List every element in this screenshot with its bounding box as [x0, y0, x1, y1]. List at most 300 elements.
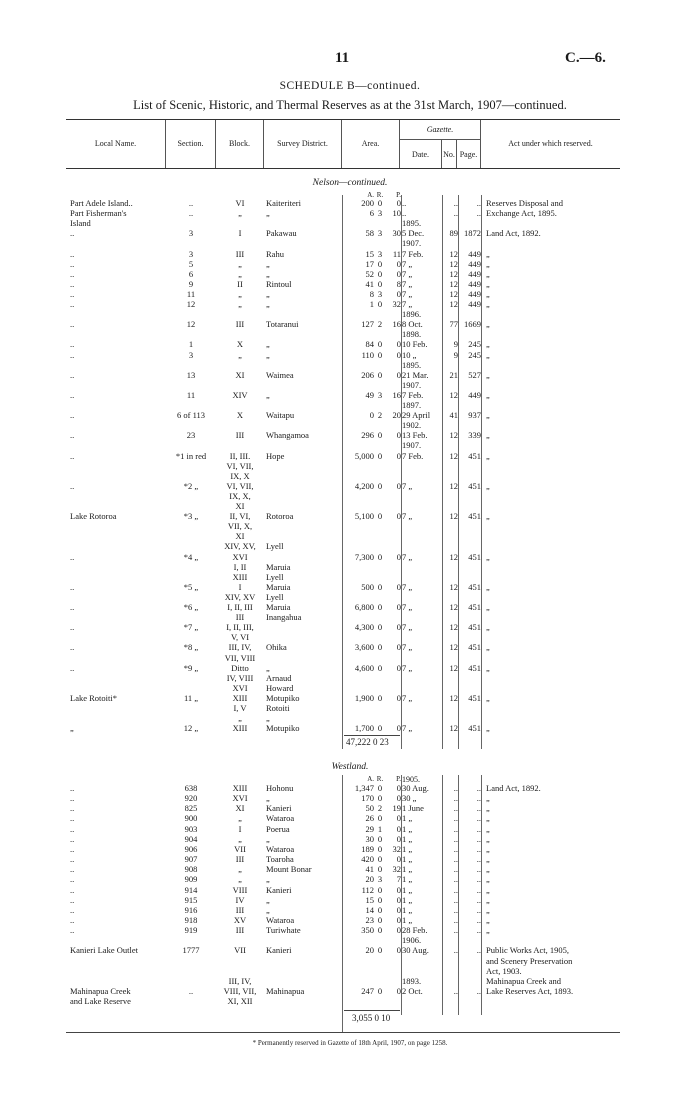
- block-cell: III: [235, 904, 245, 915]
- gazette-no-cell: ..: [453, 894, 458, 905]
- acres-cell: 189: [361, 843, 374, 854]
- perches-cell: 0: [396, 662, 401, 673]
- local-name-cell: ..: [70, 349, 75, 360]
- page-cell: 451: [468, 662, 481, 673]
- gazette-no-cell: ..: [453, 884, 458, 895]
- district-cell: Lyell: [266, 571, 284, 582]
- block-cell: I, V: [233, 703, 247, 713]
- district-cell: Rotoroa: [266, 511, 294, 522]
- date-cell: 30 „: [402, 793, 417, 804]
- local-name-cell: ..: [70, 803, 75, 814]
- gazette-no-cell: 12: [449, 551, 458, 562]
- westland-total: 3,055 0 10: [352, 1013, 391, 1023]
- section-title-westland: Westland.: [331, 762, 369, 772]
- acres-cell: 41: [365, 278, 374, 289]
- roods-cell: 0: [377, 480, 383, 491]
- block-cell: XIII: [232, 571, 248, 582]
- page-cell: ..: [476, 874, 481, 885]
- perches-cell: 0: [396, 692, 401, 703]
- section-cell: 3: [188, 228, 194, 239]
- section-cell: 920: [184, 793, 198, 804]
- gazette-no-cell: 12: [449, 723, 458, 734]
- act-cell: and Scenery Preservation: [486, 955, 573, 966]
- act-cell: Exchange Act, 1895.: [486, 208, 557, 219]
- local-name-cell: ..: [70, 389, 75, 400]
- year-label: 1905.: [402, 775, 420, 784]
- block-cell: XIV, XV,: [224, 541, 256, 552]
- district-cell: Waitapu: [266, 410, 295, 421]
- gazette-no-cell: ..: [453, 833, 458, 844]
- district-cell: Kanieri: [266, 803, 292, 814]
- date-cell: 1902.: [402, 420, 422, 431]
- gazette-no-cell: ..: [453, 198, 458, 208]
- date-cell: 7 „: [402, 622, 413, 633]
- local-name-cell: ..: [70, 278, 75, 289]
- local-name-cell: Island: [70, 218, 91, 229]
- act-cell: „: [486, 723, 490, 734]
- local-name-cell: ..: [70, 369, 75, 380]
- block-cell: I, II, III,: [226, 622, 254, 633]
- date-cell: 7 „: [402, 723, 413, 734]
- block-cell: II, VI,: [229, 511, 251, 522]
- district-cell: Pakawau: [266, 228, 297, 239]
- block-cell: III: [235, 854, 245, 865]
- schedule-title: SCHEDULE B—continued.: [279, 80, 421, 92]
- acres-cell: 29: [365, 823, 374, 834]
- block-cell: Ditto: [231, 662, 249, 673]
- section-cell: 638: [184, 783, 198, 793]
- district-cell: Motupiko: [266, 692, 300, 703]
- table-row: [0, 996, 700, 1007]
- block-cell: I, II, III: [227, 602, 253, 612]
- roods-cell: 0: [377, 662, 383, 673]
- section-cell: 12: [186, 299, 196, 309]
- district-cell: „: [266, 713, 270, 724]
- date-cell: 1898.: [402, 329, 422, 340]
- date-cell: 7 Feb.: [402, 450, 424, 461]
- roods-cell: 0: [377, 299, 383, 309]
- perches-cell: 0: [396, 339, 401, 350]
- col-gazette: Gazette.: [400, 120, 481, 140]
- roods-cell: 0: [377, 904, 383, 915]
- section-cell: 3: [188, 349, 194, 360]
- gazette-no-cell: 9: [453, 339, 458, 350]
- district-cell: Wataroa: [266, 843, 295, 854]
- district-cell: Motupiko: [266, 723, 300, 734]
- section-cell: 904: [184, 833, 198, 844]
- perches-cell: 0: [396, 833, 401, 844]
- page-cell: 937: [468, 410, 481, 421]
- act-cell: „: [486, 925, 490, 936]
- page-cell: ..: [476, 864, 481, 875]
- date-cell: 7 „: [402, 662, 413, 673]
- unit-perches: P.: [396, 191, 401, 199]
- acres-cell: 7,300: [354, 551, 374, 562]
- block-cell: XIV, XV: [224, 591, 256, 602]
- date-cell: 1907.: [402, 440, 422, 451]
- page-cell: ..: [476, 823, 481, 834]
- unit-roods: R.: [376, 775, 384, 783]
- date-cell: 7 „: [402, 480, 413, 491]
- page-cell: 451: [468, 622, 481, 633]
- block-cell: II, III.: [229, 450, 251, 461]
- perches-cell: 0: [396, 622, 401, 633]
- date-cell: 7 „: [402, 278, 413, 289]
- acres-cell: 20: [365, 945, 374, 956]
- local-name-cell: ..: [70, 319, 75, 330]
- block-cell: VI: [235, 198, 245, 208]
- district-cell: Howard: [266, 682, 294, 693]
- local-name-cell: ..: [70, 581, 75, 592]
- date-cell: 1 June: [402, 803, 424, 814]
- acres-cell: 170: [361, 793, 374, 804]
- section-cell: *9 „: [183, 662, 199, 673]
- perches-cell: 7: [396, 874, 401, 885]
- acres-cell: 112: [361, 884, 374, 895]
- act-cell: Act, 1903.: [486, 965, 522, 976]
- roods-cell: 3: [377, 389, 383, 400]
- district-cell: „: [266, 894, 270, 905]
- col-block: Block.: [216, 120, 264, 168]
- acres-cell: 8: [369, 288, 374, 299]
- page-cell: ..: [476, 843, 481, 854]
- act-cell: „: [486, 268, 490, 279]
- roods-cell: 0: [377, 925, 383, 936]
- acres-cell: 58: [365, 228, 374, 239]
- acres-cell: 6,800: [354, 602, 374, 612]
- acres-cell: 110: [361, 349, 374, 360]
- section-title-nelson: Nelson—continued.: [312, 178, 388, 188]
- acres-cell: 1,347: [354, 783, 374, 793]
- gazette-no-cell: 21: [449, 369, 458, 380]
- district-cell: Turiwhate: [266, 925, 301, 936]
- roods-cell: 0: [377, 581, 383, 592]
- act-cell: „: [486, 864, 490, 875]
- date-cell: 7 „: [402, 258, 413, 269]
- perches-cell: 0: [396, 198, 401, 208]
- perches-cell: 0: [396, 925, 401, 936]
- gazette-no-cell: 12: [449, 278, 458, 289]
- section-cell: 903: [184, 823, 198, 834]
- act-cell: Land Act, 1892.: [486, 783, 541, 793]
- local-name-cell: ..: [70, 813, 75, 824]
- acres-cell: 23: [365, 914, 374, 925]
- roods-cell: 0: [377, 450, 383, 461]
- page-cell: 451: [468, 511, 481, 522]
- date-cell: 13 Feb.: [402, 430, 428, 441]
- section-cell: *7 „: [183, 622, 199, 633]
- gazette-no-cell: 12: [449, 450, 458, 461]
- district-cell: „: [266, 208, 270, 219]
- perches-cell: 0: [396, 369, 401, 380]
- section-cell: *4 „: [183, 551, 199, 562]
- block-cell: XIV: [232, 389, 248, 400]
- unit-acres: A.: [367, 191, 374, 199]
- act-cell: „: [486, 319, 490, 330]
- acres-cell: 4,200: [354, 480, 374, 491]
- local-name-cell: Part Fisherman's: [70, 208, 127, 219]
- list-title: List of Scenic, Historic, and Thermal Reserves as at the 31st March, 1907—continued.: [133, 98, 567, 112]
- roods-cell: 0: [377, 349, 383, 360]
- date-cell: 5 Dec.: [402, 228, 425, 239]
- acres-cell: 500: [361, 581, 374, 592]
- perches-cell: 0: [396, 450, 401, 461]
- total-rule: [344, 735, 400, 736]
- block-cell: X: [236, 339, 244, 350]
- acres-cell: 296: [361, 430, 374, 441]
- district-cell: Poerua: [266, 823, 290, 834]
- document-reference: C.—6.: [565, 50, 606, 66]
- district-cell: Rotoiti: [266, 703, 290, 713]
- block-cell: „: [238, 813, 242, 824]
- acres-cell: 127: [361, 319, 374, 330]
- page-cell: 451: [468, 551, 481, 562]
- perches-cell: 0: [396, 480, 401, 491]
- district-cell: Waimea: [266, 369, 294, 380]
- block-cell: III: [235, 925, 245, 936]
- roods-cell: 0: [377, 369, 383, 380]
- perches-cell: 0: [396, 430, 401, 441]
- page-cell: 449: [468, 389, 481, 400]
- roods-cell: 0: [377, 864, 383, 875]
- date-cell: 30 Aug.: [402, 945, 429, 956]
- roods-cell: 0: [377, 813, 383, 824]
- block-cell: I: [238, 823, 242, 834]
- gazette-no-cell: ..: [453, 914, 458, 925]
- block-cell: IX, X: [230, 470, 250, 481]
- section-cell: *5 „: [183, 581, 199, 592]
- local-name-cell: ..: [70, 622, 75, 633]
- block-cell: VI, VII,: [226, 460, 254, 471]
- roods-cell: 3: [377, 228, 383, 239]
- date-cell: 7 „: [402, 602, 413, 612]
- roods-cell: 0: [377, 894, 383, 905]
- section-cell: 906: [184, 843, 198, 854]
- perches-cell: 10: [392, 208, 401, 219]
- date-cell: 7 „: [402, 551, 413, 562]
- perches-cell: 0: [396, 904, 401, 915]
- local-name-cell: „: [70, 723, 74, 734]
- roods-cell: 0: [377, 914, 383, 925]
- page-cell: 339: [468, 430, 481, 441]
- perches-cell: 0: [396, 783, 401, 793]
- district-cell: Kaiteriteri: [266, 198, 301, 208]
- local-name-cell: ..: [70, 783, 75, 793]
- block-cell: IV: [235, 894, 245, 905]
- section-cell: 916: [184, 904, 198, 915]
- date-cell: 1 „: [402, 874, 413, 885]
- roods-cell: 0: [377, 884, 383, 895]
- roods-cell: 0: [377, 783, 383, 793]
- gazette-no-cell: 41: [449, 410, 458, 421]
- page-cell: ..: [476, 783, 481, 793]
- perches-cell: 0: [396, 894, 401, 905]
- district-cell: Hope: [266, 450, 285, 461]
- date-cell: 1 „: [402, 894, 413, 905]
- perches-cell: 32: [392, 299, 401, 309]
- col-act: Act under which reserved.: [508, 138, 593, 148]
- district-cell: Kanieri: [266, 945, 292, 956]
- page-cell: 449: [468, 299, 481, 309]
- perches-cell: 16: [392, 389, 401, 400]
- district-cell: Lyell: [266, 541, 284, 552]
- gazette-no-cell: ..: [453, 813, 458, 824]
- section-cell: 13: [186, 369, 196, 380]
- page-cell: 449: [468, 278, 481, 289]
- district-cell: Whangamoa: [266, 430, 309, 441]
- section-cell: 907: [184, 854, 198, 865]
- act-cell: „: [486, 288, 490, 299]
- gazette-no-cell: ..: [453, 904, 458, 915]
- local-name-cell: ..: [70, 551, 75, 562]
- act-cell: „: [486, 551, 490, 562]
- local-name-cell: ..: [70, 854, 75, 865]
- section-cell: 6 of 113: [176, 410, 205, 421]
- page-cell: ..: [476, 925, 481, 936]
- date-cell: 1896.: [402, 309, 422, 320]
- date-cell: 1 „: [402, 904, 413, 915]
- block-cell: III: [235, 430, 245, 441]
- date-cell: ..: [402, 208, 407, 219]
- local-name-cell: ..: [70, 925, 75, 936]
- perches-cell: 32: [392, 843, 401, 854]
- acres-cell: 247: [361, 986, 374, 996]
- date-cell: 21 Mar.: [402, 369, 429, 380]
- act-cell: „: [486, 278, 490, 289]
- district-cell: „: [266, 349, 270, 360]
- gazette-no-cell: 12: [449, 602, 458, 612]
- acres-cell: 52: [365, 268, 374, 279]
- block-cell: VII, VIII: [224, 652, 256, 663]
- act-cell: „: [486, 642, 490, 653]
- perches-cell: 0: [396, 914, 401, 925]
- act-cell: „: [486, 843, 490, 854]
- act-cell: „: [486, 299, 490, 309]
- act-cell: Reserves Disposal and: [486, 198, 563, 208]
- local-name-cell: ..: [70, 268, 75, 279]
- date-cell: 1 „: [402, 884, 413, 895]
- date-cell: 1906.: [402, 935, 422, 946]
- perches-cell: 0: [396, 793, 401, 804]
- roods-cell: 0: [377, 854, 383, 865]
- acres-cell: 4,300: [354, 622, 374, 633]
- roods-cell: 0: [377, 551, 383, 562]
- block-cell: VII, X,: [227, 521, 253, 532]
- act-cell: „: [486, 389, 490, 400]
- gazette-no-cell: ..: [453, 793, 458, 804]
- acres-cell: 14: [365, 904, 374, 915]
- district-cell: „: [266, 389, 270, 400]
- date-cell: 7 Feb.: [402, 389, 424, 400]
- section-cell: 11: [186, 288, 196, 299]
- gazette-no-cell: 12: [449, 662, 458, 673]
- act-cell: „: [486, 248, 490, 259]
- page-number: 11: [335, 50, 350, 66]
- roods-cell: 3: [377, 288, 383, 299]
- block-cell: III, IV,: [228, 642, 252, 653]
- page-cell: 449: [468, 268, 481, 279]
- acres-cell: 206: [361, 369, 374, 380]
- section-cell: 9: [188, 278, 194, 289]
- act-cell: Public Works Act, 1905,: [486, 945, 569, 956]
- act-cell: „: [486, 692, 490, 703]
- local-name-cell: Kanieri Lake Outlet: [70, 945, 138, 956]
- block-cell: III: [235, 319, 245, 330]
- block-cell: II: [237, 278, 243, 289]
- nelson-total: 47,222 0 23: [346, 737, 389, 747]
- gazette-no-cell: ..: [453, 803, 458, 814]
- acres-cell: 5,100: [354, 511, 374, 522]
- date-cell: 1 „: [402, 813, 413, 824]
- block-cell: „: [238, 864, 242, 875]
- page-cell: 451: [468, 642, 481, 653]
- district-cell: Maruia: [266, 581, 291, 592]
- gazette-no-cell: ..: [453, 874, 458, 885]
- district-cell: Wataroa: [266, 914, 295, 925]
- local-name-cell: ..: [70, 248, 75, 259]
- section-cell: 909: [184, 874, 198, 885]
- local-name-cell: ..: [70, 904, 75, 915]
- page-cell: ..: [476, 945, 481, 956]
- act-cell: „: [486, 874, 490, 885]
- gazette-no-cell: ..: [453, 843, 458, 854]
- act-cell: „: [486, 511, 490, 522]
- district-cell: Mahinapua: [266, 986, 305, 996]
- roods-cell: 2: [377, 803, 383, 814]
- local-name-cell: ..: [70, 914, 75, 925]
- acres-cell: 41: [365, 864, 374, 875]
- unit-perches: P.: [396, 775, 401, 783]
- district-cell: „: [266, 833, 270, 844]
- date-cell: 1895.: [402, 218, 422, 229]
- local-name-cell: ..: [70, 833, 75, 844]
- gazette-no-cell: ..: [453, 925, 458, 936]
- perches-cell: 0: [396, 642, 401, 653]
- acres-cell: 15: [365, 248, 374, 259]
- local-name-cell: and Lake Reserve: [70, 996, 131, 1007]
- block-cell: IX, X,: [229, 490, 251, 501]
- perches-cell: 8: [396, 278, 401, 289]
- block-cell: XIII: [232, 692, 248, 703]
- date-cell: 7 „: [402, 511, 413, 522]
- date-cell: 1 „: [402, 843, 413, 854]
- date-cell: 2 Oct.: [402, 986, 423, 996]
- date-cell: 1 „: [402, 854, 413, 865]
- district-cell: „: [266, 268, 270, 279]
- date-cell: 7 Feb.: [402, 248, 424, 259]
- act-cell: „: [486, 894, 490, 905]
- page-cell: 451: [468, 480, 481, 491]
- col-section: Section.: [166, 120, 216, 168]
- act-cell: Land Act, 1892.: [486, 228, 541, 239]
- date-cell: 1907.: [402, 238, 422, 249]
- gazette-no-cell: 12: [449, 480, 458, 491]
- local-name-cell: ..: [70, 258, 75, 269]
- district-cell: „: [266, 874, 270, 885]
- local-name-cell: ..: [70, 894, 75, 905]
- act-cell: „: [486, 914, 490, 925]
- district-cell: Hohonu: [266, 783, 294, 793]
- district-cell: „: [266, 258, 270, 269]
- block-cell: III: [235, 612, 245, 623]
- district-cell: Inangahua: [266, 612, 302, 623]
- acres-cell: 420: [361, 854, 374, 865]
- total-rule: [344, 1010, 400, 1011]
- page-cell: ..: [476, 208, 481, 219]
- district-cell: Maruia: [266, 602, 291, 612]
- date-cell: 1907.: [402, 379, 422, 390]
- perches-cell: 0: [396, 854, 401, 865]
